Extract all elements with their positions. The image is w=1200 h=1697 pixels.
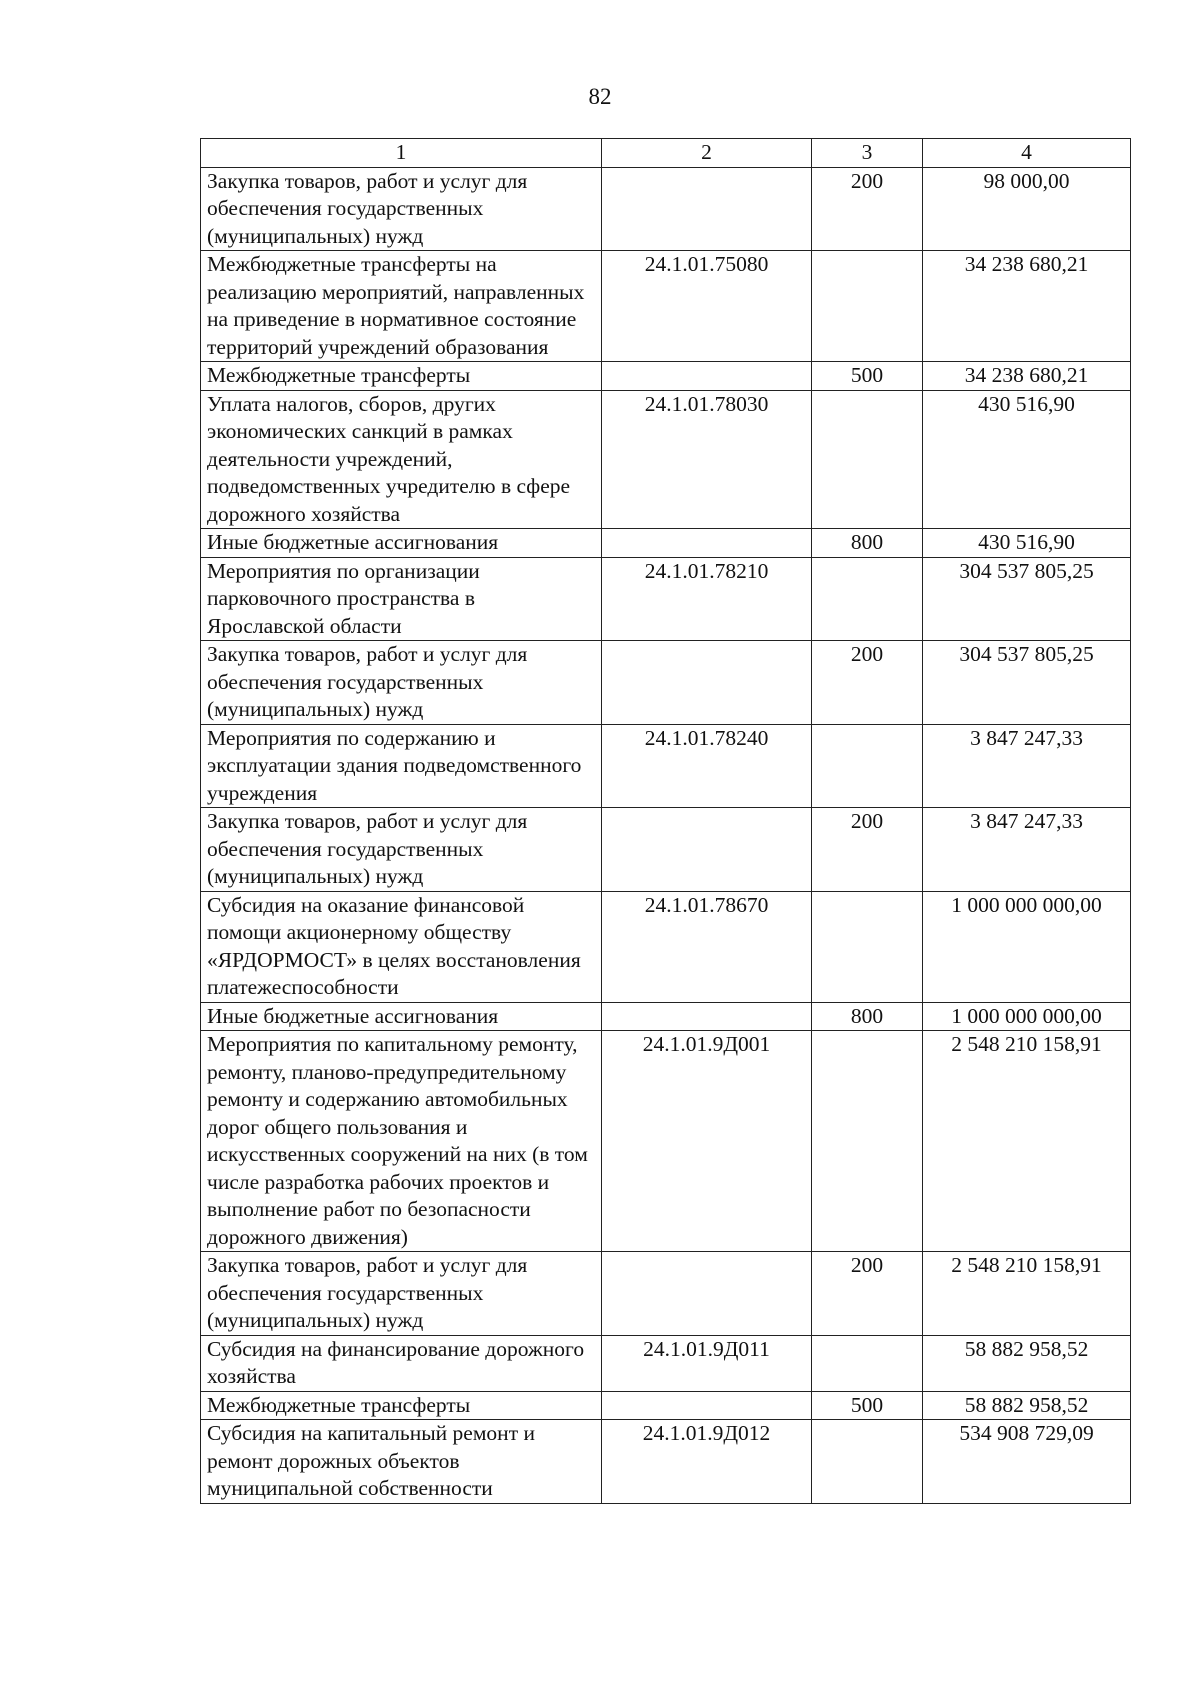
row-amount-cell: 430 516,90 — [923, 390, 1131, 529]
table-row — [201, 1391, 1131, 1420]
row-code-cell — [602, 808, 812, 892]
row-name-cell: Закупка товаров, работ и услуг для обеспечения государственных (муниципальных) нужд — [201, 641, 602, 725]
row-code-cell — [602, 1002, 812, 1031]
row-amount-cell: 1 000 000 000,00 — [923, 891, 1131, 1002]
row-name-cell: Субсидия на капитальный ремонт и ремонт дорожных объектов муниципальной собственности — [201, 1420, 602, 1504]
table-row — [201, 251, 1131, 362]
row-type-cell: 200 — [812, 1252, 923, 1336]
row-amount-cell: 534 908 729,09 — [923, 1420, 1131, 1504]
row-type-cell — [812, 251, 923, 362]
row-amount-cell: 58 882 958,52 — [923, 1335, 1131, 1391]
table-row — [201, 641, 1131, 725]
table-row — [201, 1335, 1131, 1391]
row-type-cell — [812, 724, 923, 808]
row-name-cell: Иные бюджетные ассигнования — [201, 1002, 602, 1031]
row-name-cell: Мероприятия по капитальному ремонту, ремонту, планово-предупредительному ремонту и содержанию автомобильных дорог общего пользования и искусственных сооружений на них (в том числе разработка рабочих проектов и выполнение работ по безопасности дорожного движения) — [201, 1031, 602, 1252]
page-number: 82 — [588, 84, 612, 109]
row-code-cell: 24.1.01.78030 — [602, 390, 812, 529]
row-code-cell: 24.1.01.9Д001 — [602, 1031, 812, 1252]
row-type-cell — [812, 891, 923, 1002]
row-type-cell: 200 — [812, 808, 923, 892]
table-row — [201, 808, 1131, 892]
row-code-cell — [602, 641, 812, 725]
row-amount-cell: 430 516,90 — [923, 529, 1131, 558]
table-row — [201, 529, 1131, 558]
table-row — [201, 891, 1131, 1002]
column-header-2: 2 — [602, 139, 812, 168]
table-header — [201, 139, 1131, 168]
row-code-cell — [602, 167, 812, 251]
row-code-cell — [602, 362, 812, 391]
row-type-cell: 200 — [812, 641, 923, 725]
row-name-cell: Закупка товаров, работ и услуг для обеспечения государственных (муниципальных) нужд — [201, 1252, 602, 1336]
row-name-cell: Иные бюджетные ассигнования — [201, 529, 602, 558]
column-header-4: 4 — [923, 139, 1131, 168]
row-code-cell — [602, 1391, 812, 1420]
row-type-cell: 500 — [812, 362, 923, 391]
row-code-cell — [602, 529, 812, 558]
row-amount-cell: 1 000 000 000,00 — [923, 1002, 1131, 1031]
row-amount-cell: 2 548 210 158,91 — [923, 1252, 1131, 1336]
table-row — [201, 362, 1131, 391]
budget-table — [200, 138, 1131, 1504]
row-name-cell: Межбюджетные трансферты — [201, 362, 602, 391]
row-amount-cell: 304 537 805,25 — [923, 641, 1131, 725]
row-type-cell: 800 — [812, 1002, 923, 1031]
header-row — [201, 139, 1131, 168]
row-type-cell — [812, 1031, 923, 1252]
row-name-cell: Мероприятия по организации парковочного пространства в Ярославской области — [201, 557, 602, 641]
column-header-1: 1 — [201, 139, 602, 168]
row-amount-cell: 58 882 958,52 — [923, 1391, 1131, 1420]
row-type-cell — [812, 1335, 923, 1391]
row-type-cell: 500 — [812, 1391, 923, 1420]
table-row — [201, 390, 1131, 529]
row-code-cell: 24.1.01.9Д012 — [602, 1420, 812, 1504]
row-type-cell: 200 — [812, 167, 923, 251]
row-amount-cell: 3 847 247,33 — [923, 724, 1131, 808]
row-code-cell: 24.1.01.78670 — [602, 891, 812, 1002]
row-name-cell: Закупка товаров, работ и услуг для обеспечения государственных (муниципальных) нужд — [201, 808, 602, 892]
row-type-cell — [812, 557, 923, 641]
row-amount-cell: 3 847 247,33 — [923, 808, 1131, 892]
row-code-cell: 24.1.01.75080 — [602, 251, 812, 362]
table-row — [201, 1031, 1131, 1252]
table-body — [201, 167, 1131, 1503]
row-name-cell: Закупка товаров, работ и услуг для обеспечения государственных (муниципальных) нужд — [201, 167, 602, 251]
row-name-cell: Мероприятия по содержанию и эксплуатации здания подведомственного учреждения — [201, 724, 602, 808]
row-name-cell: Уплата налогов, сборов, других экономических санкций в рамках деятельности учреждений, подведомственных учредителю в сфере дорожного хозяйства — [201, 390, 602, 529]
row-amount-cell: 34 238 680,21 — [923, 251, 1131, 362]
row-type-cell — [812, 1420, 923, 1504]
row-code-cell: 24.1.01.9Д011 — [602, 1335, 812, 1391]
row-name-cell: Субсидия на оказание финансовой помощи акционерному обществу «ЯРДОРМОСТ» в целях восстановления платежеспособности — [201, 891, 602, 1002]
row-amount-cell: 98 000,00 — [923, 167, 1131, 251]
row-amount-cell: 304 537 805,25 — [923, 557, 1131, 641]
row-code-cell — [602, 1252, 812, 1336]
table-row — [201, 167, 1131, 251]
row-code-cell: 24.1.01.78210 — [602, 557, 812, 641]
row-name-cell: Межбюджетные трансферты — [201, 1391, 602, 1420]
table-row — [201, 1002, 1131, 1031]
table-row — [201, 1420, 1131, 1504]
column-header-3: 3 — [812, 139, 923, 168]
row-amount-cell: 34 238 680,21 — [923, 362, 1131, 391]
row-type-cell — [812, 390, 923, 529]
table-row — [201, 724, 1131, 808]
row-name-cell: Субсидия на финансирование дорожного хозяйства — [201, 1335, 602, 1391]
table-row — [201, 557, 1131, 641]
row-amount-cell: 2 548 210 158,91 — [923, 1031, 1131, 1252]
row-code-cell: 24.1.01.78240 — [602, 724, 812, 808]
row-name-cell: Межбюджетные трансферты на реализацию мероприятий, направленных на приведение в нормативное состояние территорий учреждений образования — [201, 251, 602, 362]
table-row — [201, 1252, 1131, 1336]
row-type-cell: 800 — [812, 529, 923, 558]
